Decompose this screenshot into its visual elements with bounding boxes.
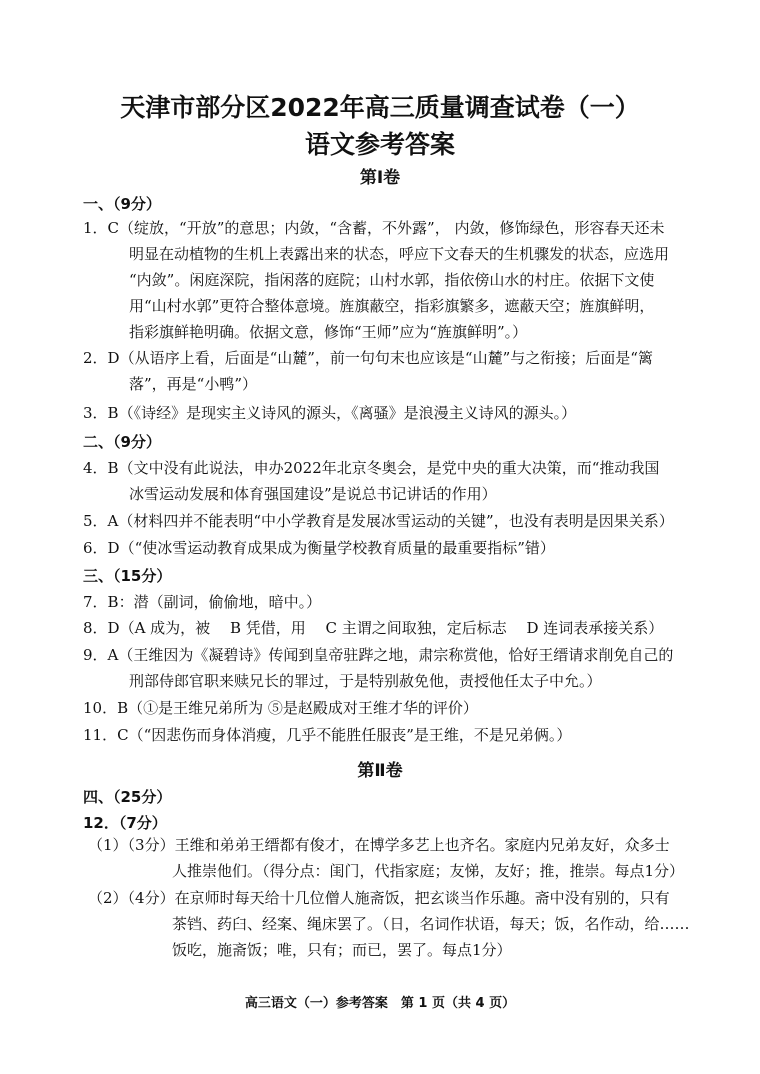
section-1-heading: 一、（9分） — [83, 195, 161, 213]
q1-line-3: “内敛”。闲庭深院，指闲落的庭院；山村水郭，指依傍山水的村庄。依据下文使 — [129, 271, 655, 289]
q8-line: 8．D（A 成为，被 B 凭借，用 C 主谓之间取独，定后标志 D 连词表承接关系） — [83, 619, 664, 637]
q4-line-2: 冰雪运动发展和体育强国建设”是说总书记讲话的作用） — [129, 485, 497, 503]
document-subtitle: 语文参考答案 — [304, 130, 455, 159]
q6-line: 6．D（“使冰雪运动教育成果成为衡量学校教育质量的最重要指标”错） — [83, 539, 555, 557]
q9-line-2: 刑部侍郎官职来赎兄长的罪过，于是特别赦免他，责授他任太子中允。） — [129, 672, 602, 690]
volume-2-heading: 第Ⅱ卷 — [357, 761, 403, 781]
q2-line-2: 落”，再是“小鸭”） — [129, 375, 258, 393]
q1-line-1: 1．C（绽放，“开放”的意思；内敛，“含蓄，不外露”， 内敛，修饰绿色，形容春天还未 — [83, 219, 665, 237]
q2-line-1: 2．D（从语序上看，后面是“山麓”，前一句句末也应该是“山麓”与之衔接；后面是“篱 — [83, 349, 653, 367]
section-3-heading: 三、（15分） — [83, 567, 172, 585]
q4-line-1: 4．B（文中没有此说法，申办2022年北京冬奥会，是党中央的重大决策，而“推动我国 — [83, 459, 660, 477]
volume-1-heading: 第Ⅰ卷 — [359, 168, 401, 188]
q11-line: 11．C（“因悲伤而身体消瘦，几乎不能胜任服丧”是王维，不是兄弟俩。） — [83, 726, 572, 744]
q12-1-line-2: 人推崇他们。（得分点：闺门，代指家庭；友悌，友好；推，推崇。每点1分） — [172, 862, 685, 880]
q7-line: 7．B：潜（副词，偷偷地，暗中。） — [83, 593, 322, 611]
q12-2-line-1: （2）（4分）在京师时每天给十几位僧人施斋饭，把玄谈当作乐趣。斋中没有别的，只有 — [88, 889, 670, 907]
document-title: 天津市部分区2022年高三质量调查试卷（一） — [120, 93, 640, 122]
q10-line: 10．B（①是王维兄弟所为 ⑤是赵殿成对王维才华的评价） — [83, 699, 478, 717]
q12-heading: 12．（7分） — [83, 814, 167, 832]
q1-line-2: 明显在动植物的生机上表露出来的状态，呼应下文春天的生机骤发的状态，应选用 — [129, 245, 670, 263]
section-2-heading: 二、（9分） — [83, 433, 161, 451]
q3-line: 3．B（《诗经》是现实主义诗风的源头，《离骚》是浪漫主义诗风的源头。） — [83, 404, 577, 422]
q1-line-4: 用“山村水郭”更符合整体意境。旌旗蔽空，指彩旗繁多，遮蔽天空；旌旗鲜明， — [129, 297, 655, 315]
q12-2-line-2: 茶铛、药臼、经案、绳床罢了。（日，名词作状语，每天；饭，名作动，给…… — [172, 915, 690, 933]
q12-1-line-1: （1）（3分）王维和弟弟王缙都有俊才，在博学多艺上也齐名。家庭内兄弟友好，众多士 — [88, 836, 670, 854]
page-footer: 高三语文（一）参考答案 第 1 页（共 4 页） — [244, 996, 516, 1011]
q1-line-5: 指彩旗鲜艳明确。依据文意，修饰“王师”应为“旌旗鲜明”。） — [129, 323, 528, 341]
section-4-heading: 四、（25分） — [83, 788, 172, 806]
q9-line-1: 9．A（王维因为《凝碧诗》传闻到皇帝驻跸之地，肃宗称赏他，恰好王缙请求削免自己的 — [83, 646, 674, 664]
q5-line: 5．A（材料四并不能表明“中小学教育是发展冰雪运动的关键”，也没有表明是因果关系） — [83, 512, 674, 530]
q12-2-line-3: 饭吃，施斋饭；唯，只有；而已，罢了。每点1分） — [172, 941, 512, 959]
